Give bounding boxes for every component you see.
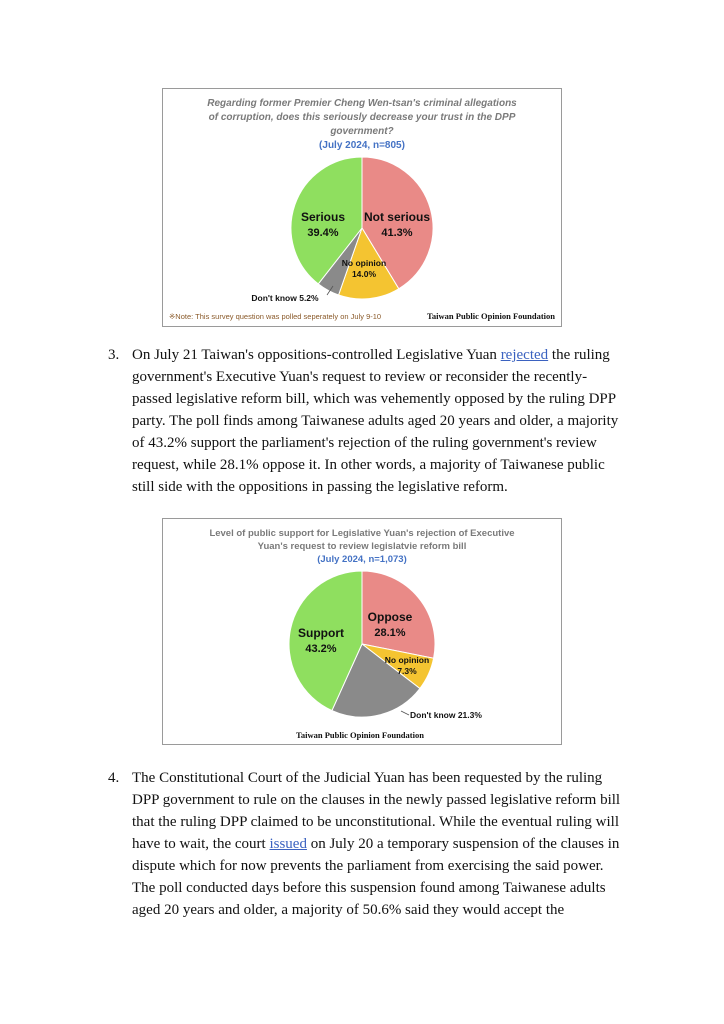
chart-title-line: Yuan's request to review legislatvie reform bill <box>257 541 467 552</box>
slice-value-serious: 39.4% <box>307 227 339 239</box>
paragraph-line: The Constitutional Court of the Judicial Yuan has been requested by the ruling <box>132 770 603 786</box>
slice-label-dont-know: Don't know 5.2% <box>251 293 319 303</box>
text-run: on July 20 a temporary suspension of the clauses in <box>306 836 620 852</box>
paragraph-line: dispute which for now prevents the parliament from exercising the said power. <box>132 858 604 874</box>
paragraph-line <box>108 344 608 366</box>
slice-label-not-serious: Not serious <box>363 210 431 224</box>
paragraph-line: of 43.2% support the parliament's rejection of the ruling government's review <box>132 435 597 451</box>
chart-title-line: Regarding former Premier Cheng Wen-tsan's criminal allegations <box>207 98 517 109</box>
paragraph-line: government's Executive Yuan's request to review or reconsider the recently- <box>132 369 588 385</box>
slice-label-support: Support <box>298 626 344 640</box>
leader-line-dont-know <box>401 711 409 715</box>
paragraph-line: request, while 28.1% oppose it. In other words, a majority of Taiwanese public <box>132 457 605 473</box>
list-number: 4. <box>108 770 120 786</box>
chart-title-line: Level of public support for Legislative Yuan's rejection of Executive <box>209 528 515 539</box>
slice-value-support: 43.2% <box>305 643 337 655</box>
slice-value-no-opinion: 7.3% <box>397 666 417 676</box>
chart-source: Taiwan Public Opinion Foundation <box>427 311 555 321</box>
list-number: 3. <box>108 347 120 363</box>
slice-label-no-opinion: No opinion <box>341 258 387 268</box>
slice-label-serious: Serious <box>300 210 346 224</box>
chart-subtitle: (July 2024, n=1,073) <box>317 554 407 565</box>
slice-label-oppose: Oppose <box>367 610 413 624</box>
paragraph-line: DPP government to rule on the clauses in the newly passed legislative reform bill <box>132 792 621 808</box>
slice-value-no-opinion: 14.0% <box>351 269 377 279</box>
paragraph-line: party. The poll finds among Taiwanese adults aged 20 years and older, a majority <box>132 413 619 429</box>
text-run: the ruling <box>548 347 610 363</box>
slice-value-not-serious: 41.3% <box>381 227 413 239</box>
chart-2-svg <box>163 519 561 744</box>
issued-link[interactable]: issued <box>269 836 307 852</box>
chart-title-line: of corruption, does this seriously decrease your trust in the DPP <box>208 112 516 123</box>
chart-note: ※Note: This survey question was polled seperately on July 9-10 <box>169 312 382 321</box>
text-run: On July 21 Taiwan's oppositions-controlled Legislative Yuan <box>132 347 501 363</box>
paragraph-4 <box>108 767 621 921</box>
rejected-link[interactable]: rejected <box>500 347 549 363</box>
text-run: have to wait, the court <box>132 836 270 852</box>
paragraph-line: aged 20 years and older, a majority of 50.6% said they would accept the <box>132 902 565 918</box>
chart-title-line: government? <box>330 126 394 137</box>
paragraph-line <box>108 833 620 855</box>
paragraph-line: The poll conducted days before this suspension found among Taiwanese adults <box>132 880 606 896</box>
chart-trust-decrease <box>162 88 562 327</box>
chart-1-svg <box>163 89 561 326</box>
paragraph-line: passed legislative reform bill, which was vehemently opposed by the ruling DPP <box>132 391 617 407</box>
chart-legislative-rejection-support <box>162 518 562 745</box>
slice-value-oppose: 28.1% <box>374 627 406 639</box>
chart-subtitle: (July 2024, n=805) <box>319 140 405 151</box>
paragraph-line: that the ruling DPP claimed to be unconstitutional. While the eventual ruling will <box>132 814 619 830</box>
slice-label-no-opinion: No opinion <box>384 655 430 665</box>
paragraph-3 <box>108 344 619 498</box>
slice-label-dont-know: Don't know 21.3% <box>410 710 482 720</box>
chart-source: Taiwan Public Opinion Foundation <box>296 730 424 740</box>
paragraph-line: still side with the oppositions in passing the legislative reform. <box>132 479 508 495</box>
